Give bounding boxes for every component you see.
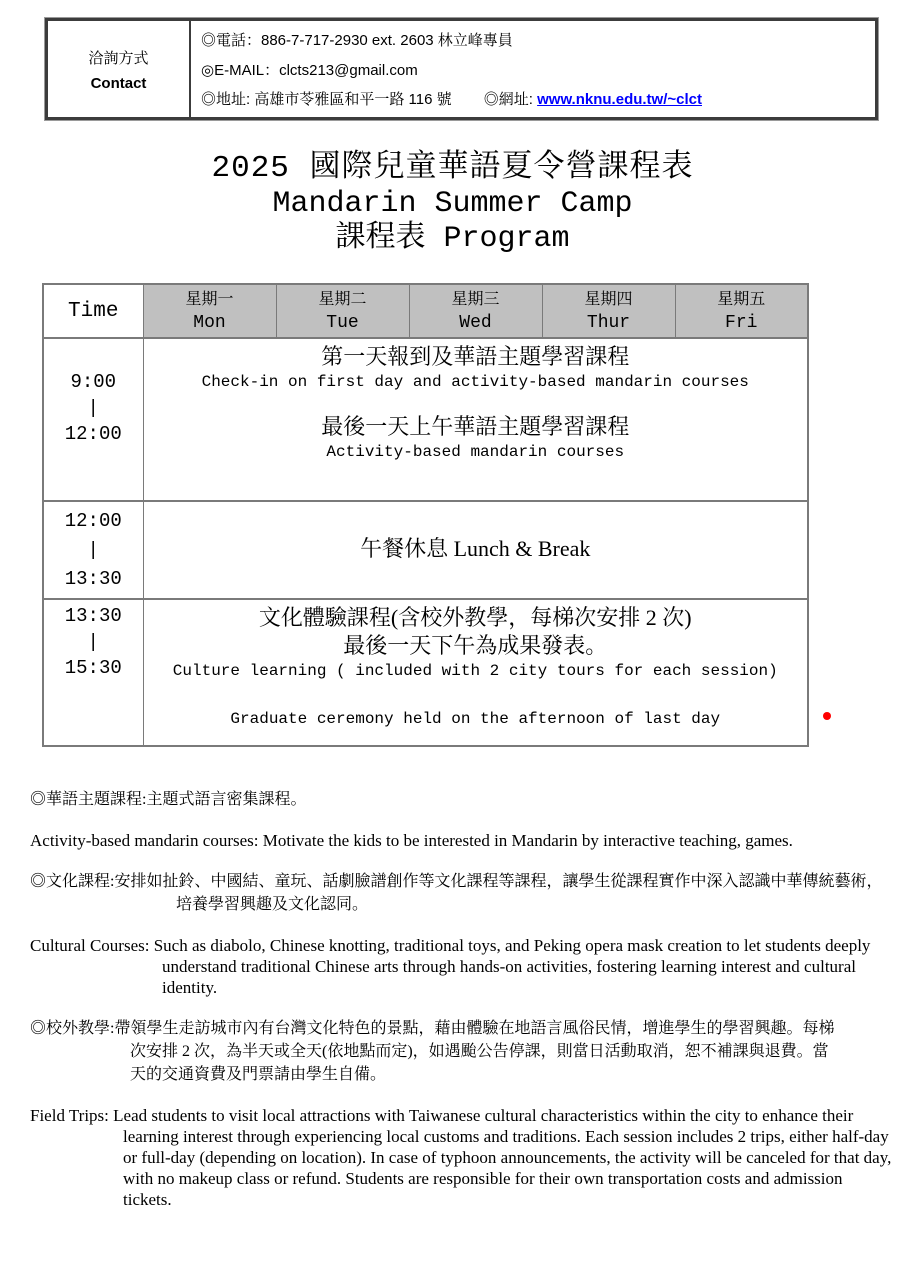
morning-en-1: Check-in on first day and activity-based mandarin courses xyxy=(201,373,749,391)
note-text: 帶領學生走訪城市內有台灣文化特色的景點，藉由體驗在地語言風俗民情，增進學生的學習興趣。每梯次安排 2 次，為半天或全天(依地點而定)，如遇颱公告停課，則當日活動取消，恕不補課與退費。當天的交通資費及門票請由學生自備。 xyxy=(114,1020,835,1083)
col-header-mon xyxy=(143,284,276,338)
day-zh: 星期一 xyxy=(185,291,234,308)
time-end: 12:00 xyxy=(64,423,122,445)
contact-label-en: Contact xyxy=(90,74,147,92)
title-line-program: 課程表 Program xyxy=(335,222,570,256)
culture-zh-1: 文化體驗課程(含校外教學，每梯次安排 2 次) xyxy=(258,605,692,630)
note-text: 安排如扯鈴、中國結、童玩、話劇臉譜創作等文化課程等課程，讓學生從課程實作中深入認識中華傳統藝術，培養學習興趣及文化認同。 xyxy=(114,873,883,913)
schedule-row-culture xyxy=(43,599,808,746)
day-en: Fri xyxy=(725,313,758,333)
day-en: Wed xyxy=(459,313,492,333)
time-cell-morning xyxy=(43,338,143,501)
note-label: Activity-based mandarin courses: xyxy=(30,831,259,850)
contact-website-label: ◎網址: xyxy=(483,91,533,108)
time-separator: | xyxy=(87,631,99,653)
note-label: ◎文化課程: xyxy=(30,873,115,890)
note-label: ◎校外教學: xyxy=(30,1020,115,1037)
schedule-row-morning xyxy=(43,338,808,501)
page-title xyxy=(0,150,905,257)
morning-en-2: Activity-based mandarin courses xyxy=(326,443,625,461)
contact-info-cell xyxy=(191,21,875,117)
note-text: Motivate the kids to be interested in Mandarin by interactive teaching, games. xyxy=(262,831,793,850)
time-end: 15:30 xyxy=(64,657,122,679)
note-culture-en xyxy=(30,935,892,998)
website-link[interactable]: www.nknu.edu.tw/~clct xyxy=(537,91,702,108)
contact-address: ◎地址: 高雄市苓雅區和平一路 116 號 xyxy=(201,91,452,108)
title-line-en: Mandarin Summer Camp xyxy=(272,187,633,221)
notes-section xyxy=(30,788,892,1229)
time-end: 13:30 xyxy=(64,568,122,590)
morning-zh-1: 第一天報到及華語主題學習課程 xyxy=(321,344,630,369)
time-start: 13:30 xyxy=(64,605,122,627)
time-start: 12:00 xyxy=(64,510,122,532)
day-zh: 星期三 xyxy=(451,291,500,308)
time-separator: | xyxy=(87,397,99,419)
note-label: Field Trips: xyxy=(30,1106,109,1125)
morning-activity-cell xyxy=(143,338,808,501)
note-text: Such as diabolo, Chinese knotting, traditional toys, and Peking opera mask creation to let students deeply understand traditional Chinese arts through hands-on activities, fostering learning interest and cultural identity. xyxy=(153,936,871,997)
schedule-header-row xyxy=(43,284,808,338)
contact-address-website xyxy=(201,88,875,109)
day-zh: 星期四 xyxy=(584,291,633,308)
col-header-tue xyxy=(276,284,409,338)
note-label: ◎華語主題課程: xyxy=(30,791,147,808)
col-header-time: Time xyxy=(43,284,143,338)
note-mandarin-en xyxy=(30,830,892,851)
time-separator: | xyxy=(87,539,99,561)
contact-label-zh: 洽詢方式 xyxy=(88,49,149,67)
day-en: Mon xyxy=(193,313,226,333)
morning-zh-2: 最後一天上午華語主題學習課程 xyxy=(321,414,630,439)
culture-zh-2: 最後一天下午為成果發表。 xyxy=(343,633,608,658)
day-zh: 星期二 xyxy=(318,291,367,308)
col-header-fri xyxy=(675,284,808,338)
culture-activity-cell xyxy=(143,599,808,746)
note-text: Lead students to visit local attractions with Taiwanese cultural characteristics within the city to enhance their learning interest through experiencing local customs and traditions. Each session includes 2 trips, either half-day or full-day (depending on location). In case of typhoon announcements, the activity will be canceled for that day, with no makeup class or refund. Students are responsible for their own transportation costs and admission tickets. xyxy=(113,1106,892,1209)
time-cell-lunch xyxy=(43,501,143,599)
time-start: 9:00 xyxy=(70,371,117,393)
day-en: Thur xyxy=(586,313,631,333)
title-line-zh: 2025 國際兒童華語夏令營課程表 xyxy=(211,151,694,186)
note-fieldtrip-en xyxy=(30,1105,892,1210)
contact-box xyxy=(45,18,878,120)
red-dot-annotation xyxy=(823,712,831,720)
col-header-thur xyxy=(542,284,675,338)
contact-label-cell xyxy=(48,21,191,117)
col-header-wed xyxy=(409,284,542,338)
day-en: Tue xyxy=(326,313,359,333)
contact-email: ◎E-MAIL：clcts213@gmail.com xyxy=(201,61,418,79)
day-zh: 星期五 xyxy=(717,291,766,308)
contact-phone: ◎電話：886-7-717-2930 ext. 2603 林立峰專員 xyxy=(201,32,513,49)
note-text: 主題式語言密集課程。 xyxy=(146,791,307,808)
note-culture-zh xyxy=(30,870,892,916)
note-mandarin-zh xyxy=(30,788,892,811)
note-label: Cultural Courses: xyxy=(30,936,150,955)
lunch-cell xyxy=(143,501,808,599)
time-cell-culture xyxy=(43,599,143,746)
lunch-text: 午餐休息 Lunch & Break xyxy=(360,536,591,561)
note-fieldtrip-zh xyxy=(30,1017,842,1086)
schedule-row-lunch xyxy=(43,501,808,599)
schedule-table xyxy=(42,283,809,747)
culture-en-1: Culture learning ( included with 2 city tours for each session) xyxy=(172,662,778,680)
culture-en-2: Graduate ceremony held on the afternoon of last day xyxy=(230,710,721,728)
